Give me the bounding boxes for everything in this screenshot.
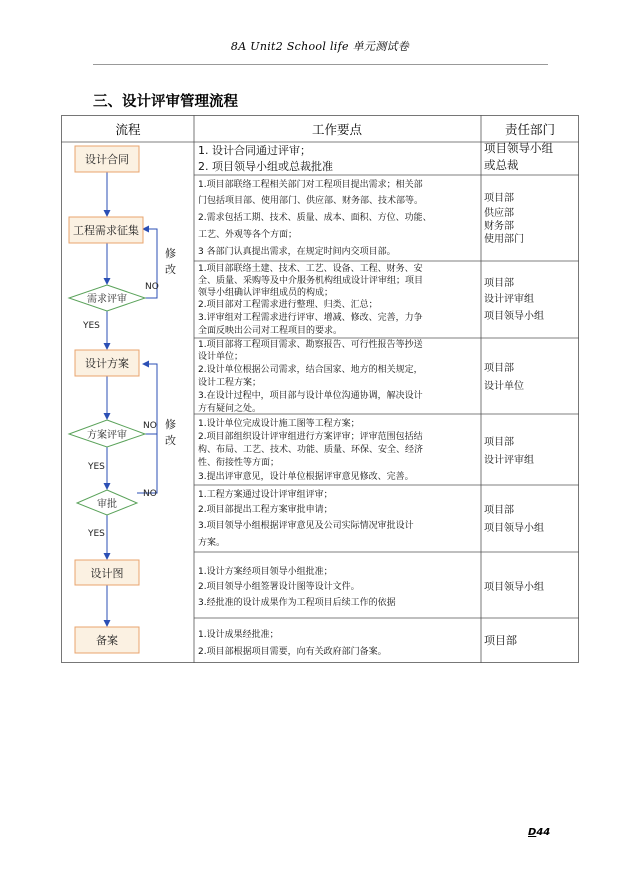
svg-text:设计评审组: 设计评审组 — [484, 294, 534, 305]
svg-text:3.经批准的设计成果作为工程项目后续工作的依据: 3.经批准的设计成果作为工程项目后续工作的依据 — [198, 598, 396, 608]
row-5-points — [198, 417, 423, 482]
row-3-points — [198, 262, 423, 336]
process-table — [61, 115, 579, 665]
node-design-drawing: 设计图 — [90, 567, 124, 580]
node-review-requirements: 需求评审 — [87, 294, 127, 305]
svg-text:2.项目部根据项目需要，向有关政府部门备案。: 2.项目部根据项目需要，向有关政府部门备案。 — [198, 647, 387, 657]
svg-text:性、衔接性等方面；: 性、衔接性等方面； — [198, 458, 280, 468]
svg-text:设计单位；: 设计单位； — [198, 352, 244, 362]
svg-text:设计评审组: 设计评审组 — [484, 455, 534, 466]
node-review-proposal: 方案评审 — [87, 430, 127, 441]
svg-text:2.项目部对工程需求进行整理、归类、汇总；: 2.项目部对工程需求进行整理、归类、汇总； — [198, 300, 378, 310]
row-4-points — [198, 338, 423, 414]
node-design-proposal: 设计方案 — [85, 357, 129, 370]
svg-text:3 各部门认真提出需求，在规定时间内交项目部。: 3 各部门认真提出需求，在规定时间内交项目部。 — [198, 247, 396, 257]
svg-text:3.提出评审意见，设计单位根据评审意见修改、完善。: 3.提出评审意见，设计单位根据评审意见修改、完善。 — [198, 472, 414, 482]
svg-text:2.项目部提出工程方案审批申请；: 2.项目部提出工程方案审批申请； — [198, 505, 333, 515]
svg-text:工艺、外观等各个方面；: 工艺、外观等各个方面； — [198, 230, 298, 240]
node-design-contract: 设计合同 — [85, 153, 129, 166]
svg-text:设计工程方案；: 设计工程方案； — [198, 378, 262, 388]
svg-text:方案。: 方案。 — [198, 538, 226, 548]
svg-text:项目部: 项目部 — [484, 505, 514, 516]
svg-text:全面反映出公司对工程项目的要求。: 全面反映出公司对工程项目的要求。 — [198, 326, 343, 336]
svg-text:全、质量、采购等及中介服务机构组成设计评审组；项目: 全、质量、采购等及中介服务机构组成设计评审组；项目 — [198, 276, 424, 286]
svg-text:供应部: 供应部 — [484, 208, 514, 219]
row-5-dept — [484, 435, 534, 466]
svg-text:1.项目部联络土建、技术、工艺、设备、工程、财务、安: 1.项目部联络土建、技术、工艺、设备、工程、财务、安 — [198, 264, 423, 274]
label-revise-2b: 改 — [165, 434, 176, 447]
svg-text:领导小组确认评审组成员的构成；: 领导小组确认评审组成员的构成； — [198, 288, 334, 298]
svg-text:项目领导小组: 项目领导小组 — [484, 523, 544, 534]
svg-text:2.需求包括工期、技术、质量、成本、面积、方位、功能、: 2.需求包括工期、技术、质量、成本、面积、方位、功能、 — [198, 213, 432, 223]
svg-text:构、布局、工艺、技术、功能、质量、环保、安全、经济: 构、布局、工艺、技术、功能、质量、环保、安全、经济 — [198, 445, 424, 455]
row-6-points — [198, 488, 414, 548]
svg-text:项目部: 项目部 — [484, 437, 514, 448]
svg-text:方有疑问之处。: 方有疑问之处。 — [198, 404, 262, 414]
row-2-points — [198, 178, 432, 257]
node-filing: 备案 — [96, 634, 118, 647]
svg-text:2.设计单位根据公司需求，结合国家、地方的相关规定，: 2.设计单位根据公司需求，结合国家、地方的相关规定， — [198, 365, 423, 375]
svg-text:项目部: 项目部 — [484, 363, 514, 374]
row-1-points — [198, 143, 333, 173]
label-revise-2a: 修 — [165, 418, 176, 431]
row-2-dept — [484, 191, 524, 245]
row-6-dept — [484, 503, 544, 534]
svg-text:1.设计方案经项目领导小组批准；: 1.设计方案经项目领导小组批准； — [198, 567, 333, 577]
svg-text:财务部: 财务部 — [484, 221, 514, 232]
row-1-dept — [484, 141, 553, 172]
svg-text:1.项目部联络工程相关部门对工程项目提出需求；相关部: 1.项目部联络工程相关部门对工程项目提出需求；相关部 — [198, 180, 423, 190]
svg-text:3.评审组对工程需求进行评审、增减、修改、完善，力争: 3.评审组对工程需求进行评审、增减、修改、完善，力争 — [198, 313, 423, 323]
svg-text:项目领导小组: 项目领导小组 — [484, 141, 553, 155]
node-approval: 审批 — [97, 499, 117, 510]
node-collect-requirements: 工程需求征集 — [73, 224, 139, 237]
svg-text:1. 设计合同通过评审；: 1. 设计合同通过评审； — [198, 144, 311, 157]
row-7-dept — [484, 580, 544, 593]
row-8-dept — [484, 634, 517, 647]
row-7-points — [198, 565, 396, 608]
page-header: 8A Unit2 School life 单元测试卷 — [230, 40, 410, 53]
row-4-dept — [484, 361, 524, 392]
row-3-dept — [484, 276, 544, 322]
svg-text:2.项目部组织设计评审组进行方案评审；评审范围包括结: 2.项目部组织设计评审组进行方案评审；评审范围包括结 — [198, 432, 423, 442]
label-revise-1a: 修 — [165, 247, 176, 260]
label-no-3: NO — [143, 489, 157, 499]
label-no-1: NO — [145, 282, 159, 292]
svg-text:门包括项目部、使用部门、供应部、财务部、技术部等。: 门包括项目部、使用部门、供应部、财务部、技术部等。 — [198, 196, 424, 206]
svg-text:项目领导小组: 项目领导小组 — [484, 582, 544, 593]
svg-text:项目部: 项目部 — [484, 193, 514, 204]
row-8-points — [198, 628, 387, 657]
header-department: 责任部门 — [504, 122, 556, 137]
header-key-points: 工作要点 — [311, 122, 363, 137]
svg-text:1.设计成果经批准；: 1.设计成果经批准； — [198, 630, 279, 640]
svg-text:设计单位: 设计单位 — [484, 381, 524, 392]
page-number: D44 — [528, 827, 551, 838]
header-process: 流程 — [115, 122, 141, 137]
section-title: 三、设计评审管理流程 — [93, 94, 238, 110]
label-yes-1: YES — [83, 321, 100, 331]
svg-text:项目部: 项目部 — [484, 634, 517, 647]
svg-text:3.项目领导小组根据评审意见及公司实际情况审批设计: 3.项目领导小组根据评审意见及公司实际情况审批设计 — [198, 521, 414, 531]
label-yes-3: YES — [88, 529, 105, 539]
svg-text:2.项目领导小组签署设计图等设计文件。: 2.项目领导小组签署设计图等设计文件。 — [198, 582, 360, 592]
svg-text:1.项目部将工程项目需求、勘察报告、可行性报告等抄送: 1.项目部将工程项目需求、勘察报告、可行性报告等抄送 — [198, 340, 423, 350]
label-revise-1b: 改 — [165, 263, 176, 276]
label-yes-2: YES — [88, 462, 105, 472]
svg-text:1.设计单位完成设计施工图等工程方案；: 1.设计单位完成设计施工图等工程方案； — [198, 419, 360, 429]
header-rule — [93, 64, 548, 65]
label-no-2: NO — [143, 421, 157, 431]
svg-text:3.在设计过程中，项目部与设计单位沟通协调，解决设计: 3.在设计过程中，项目部与设计单位沟通协调，解决设计 — [198, 391, 423, 401]
flowchart — [69, 146, 176, 653]
svg-text:使用部门: 使用部门 — [484, 234, 524, 245]
svg-text:2. 项目领导小组或总裁批准: 2. 项目领导小组或总裁批准 — [198, 160, 333, 173]
svg-text:项目部: 项目部 — [484, 278, 514, 289]
svg-text:项目领导小组: 项目领导小组 — [484, 311, 544, 322]
svg-text:1.工程方案通过设计评审组评审；: 1.工程方案通过设计评审组评审； — [198, 490, 333, 500]
svg-text:或总裁: 或总裁 — [484, 158, 519, 172]
